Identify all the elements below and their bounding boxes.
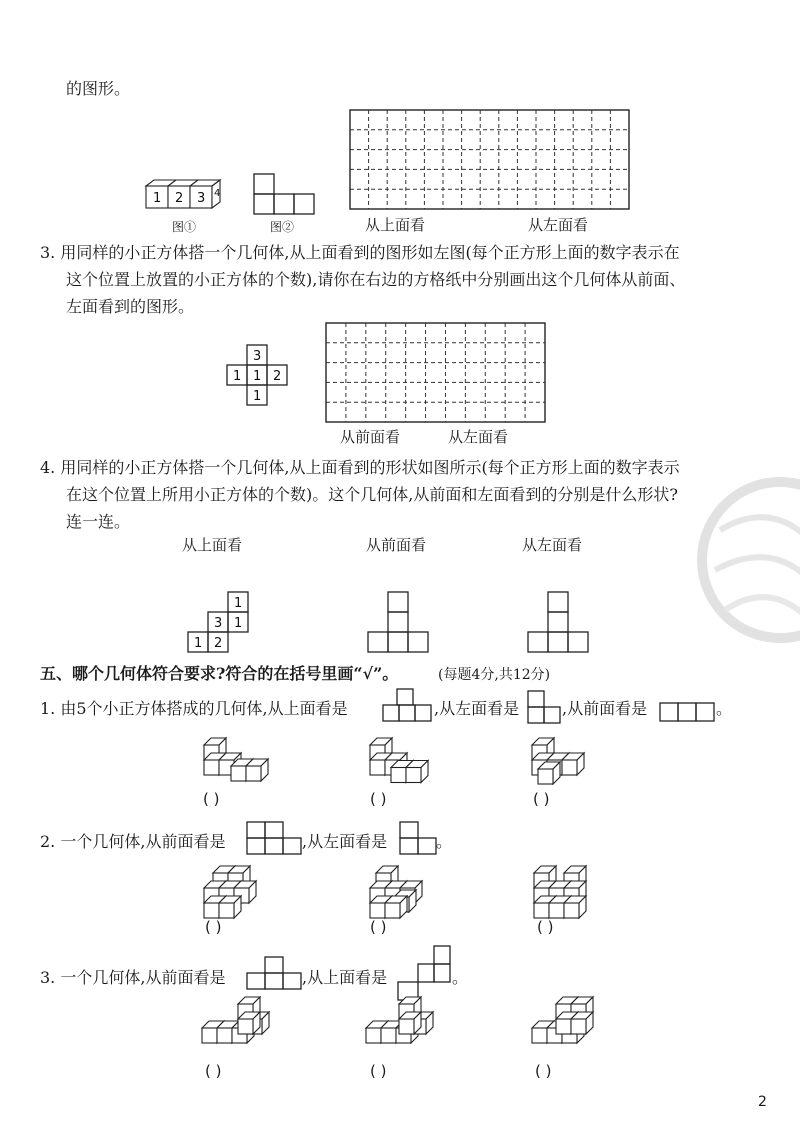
s5-q3-option-c-figure [528, 1008, 608, 1064]
s5-q1-option-a-figure [200, 734, 280, 789]
q2-figure-1 [140, 176, 230, 216]
fig1-number-2: 2 [175, 191, 184, 206]
cube [564, 896, 586, 918]
cube [406, 761, 428, 783]
fig1-number-1: 1 [153, 191, 162, 206]
q4-col-left: 从左面看 [522, 536, 583, 554]
cube [246, 759, 268, 781]
s5-q2-text-c: 。 [436, 832, 453, 851]
section-5-score: (每题4分,共12分) [438, 667, 551, 683]
s5-q2-answer-a[interactable]: ( ) [205, 918, 222, 936]
q4-num-4: 1 [194, 636, 203, 651]
q4-num-3: 1 [234, 616, 243, 631]
s5-q1-top-view-icon [383, 689, 435, 725]
s5-q3-text-c: 。 [452, 968, 469, 987]
s5-q1-option-b-figure [366, 734, 446, 789]
intro-tail-text: 的图形。 [66, 79, 131, 98]
q4-num-5: 2 [214, 636, 223, 651]
s5-q3-top-view-icon [396, 944, 456, 1002]
s5-q3-option-a-figure [198, 1008, 278, 1064]
s5-q1-answer-b[interactable]: ( ) [370, 790, 387, 808]
s5-q3-answer-a[interactable]: ( ) [205, 1062, 222, 1080]
grid-label-left-view: 从左面看 [528, 216, 589, 234]
q4-line-2: 在这个位置上所用小正方体的个数)。这个几何体,从前面和左面看到的分别是什么形状? [66, 485, 678, 504]
s5-q3-front-view-icon [245, 955, 305, 993]
q4-line-1: 4. 用同样的小正方体搭一个几何体,从上面看到的形状如图所示(每个正方形上面的数字表示 [40, 458, 680, 477]
s5-q1-text-d: 。 [716, 699, 733, 718]
s5-q3-text-b: ,从上面看是 [302, 968, 388, 987]
q3-line-1: 3. 用同样的小正方体搭一个几何体,从上面看到的图形如左图(每个正方形上面的数字表示在 [40, 243, 680, 262]
cube [219, 896, 241, 918]
s5-q1-text-a: 1. 由5个小正方体搭成的几何体,从上面看是 [40, 699, 348, 718]
watermark-emblem [690, 470, 800, 680]
q4-col-top: 从上面看 [182, 536, 243, 554]
grid-label-left-view-2: 从左面看 [448, 428, 509, 446]
q4-line-3: 连一连。 [66, 512, 131, 531]
page-number: 2 [758, 1094, 767, 1110]
s5-q1-text-c: ,从前面看是 [562, 699, 648, 718]
cube [238, 1012, 260, 1034]
q3-line-3: 左面看到的图形。 [66, 297, 195, 316]
cube [385, 896, 407, 918]
s5-q2-text-a: 2. 一个几何体,从前面看是 [40, 832, 226, 851]
fig1-number-4: 4 [214, 188, 221, 199]
section-5-heading: 五、哪个几何体符合要求?符合的在括号里画“√”。 [40, 664, 399, 683]
s5-q3-option-b-figure [362, 1008, 442, 1064]
s5-q1-text-b: ,从左面看是 [434, 699, 520, 718]
q4-top-view-figure [186, 590, 256, 654]
q4-num-1: 1 [234, 596, 243, 611]
fig1-label: 图① [172, 220, 197, 234]
q3-grid-paper [325, 322, 547, 424]
q4-left-view-figure [528, 590, 598, 654]
fig1-number-3: 3 [197, 191, 206, 206]
s5-q1-front-view-icon [660, 703, 720, 723]
q3-number-bottom: 1 [253, 389, 262, 404]
s5-q2-text-b: ,从左面看是 [302, 832, 388, 851]
q3-number-left: 1 [233, 369, 242, 384]
q3-number-right: 2 [273, 369, 282, 384]
fig2-label: 图② [270, 220, 295, 234]
s5-q3-answer-c[interactable]: ( ) [535, 1062, 552, 1080]
q3-top-view-figure [225, 343, 295, 411]
cube [538, 762, 560, 784]
s5-q1-answer-c[interactable]: ( ) [533, 790, 550, 808]
grid-label-top-view: 从上面看 [365, 216, 426, 234]
cube [562, 753, 584, 775]
q4-col-front: 从前面看 [366, 536, 427, 554]
q4-front-view-figure [368, 590, 438, 654]
q3-number-center: 1 [253, 369, 262, 384]
s5-q1-option-c-figure [528, 734, 608, 789]
s5-q2-option-b-figure [366, 862, 446, 920]
cube [571, 1012, 593, 1034]
s5-q2-option-a-figure [200, 862, 280, 920]
q4-num-2: 3 [214, 616, 223, 631]
s5-q2-option-c-figure [530, 862, 610, 920]
s5-q2-front-view-icon [245, 820, 305, 858]
s5-q2-answer-b[interactable]: ( ) [370, 918, 387, 936]
q3-line-2: 这个位置上放置的小正方体的个数),请你在右边的方格纸中分别画出这个几何体从前面、 [66, 270, 686, 289]
s5-q3-answer-b[interactable]: ( ) [370, 1062, 387, 1080]
q2-figure-2 [250, 172, 320, 216]
grid-label-front-view: 从前面看 [340, 428, 401, 446]
s5-q2-answer-c[interactable]: ( ) [537, 918, 554, 936]
cube [399, 1012, 421, 1034]
s5-q1-answer-a[interactable]: ( ) [203, 790, 220, 808]
s5-q3-text-a: 3. 一个几何体,从前面看是 [40, 968, 226, 987]
q3-number-top: 3 [253, 349, 262, 364]
q2-grid-paper [349, 109, 631, 211]
